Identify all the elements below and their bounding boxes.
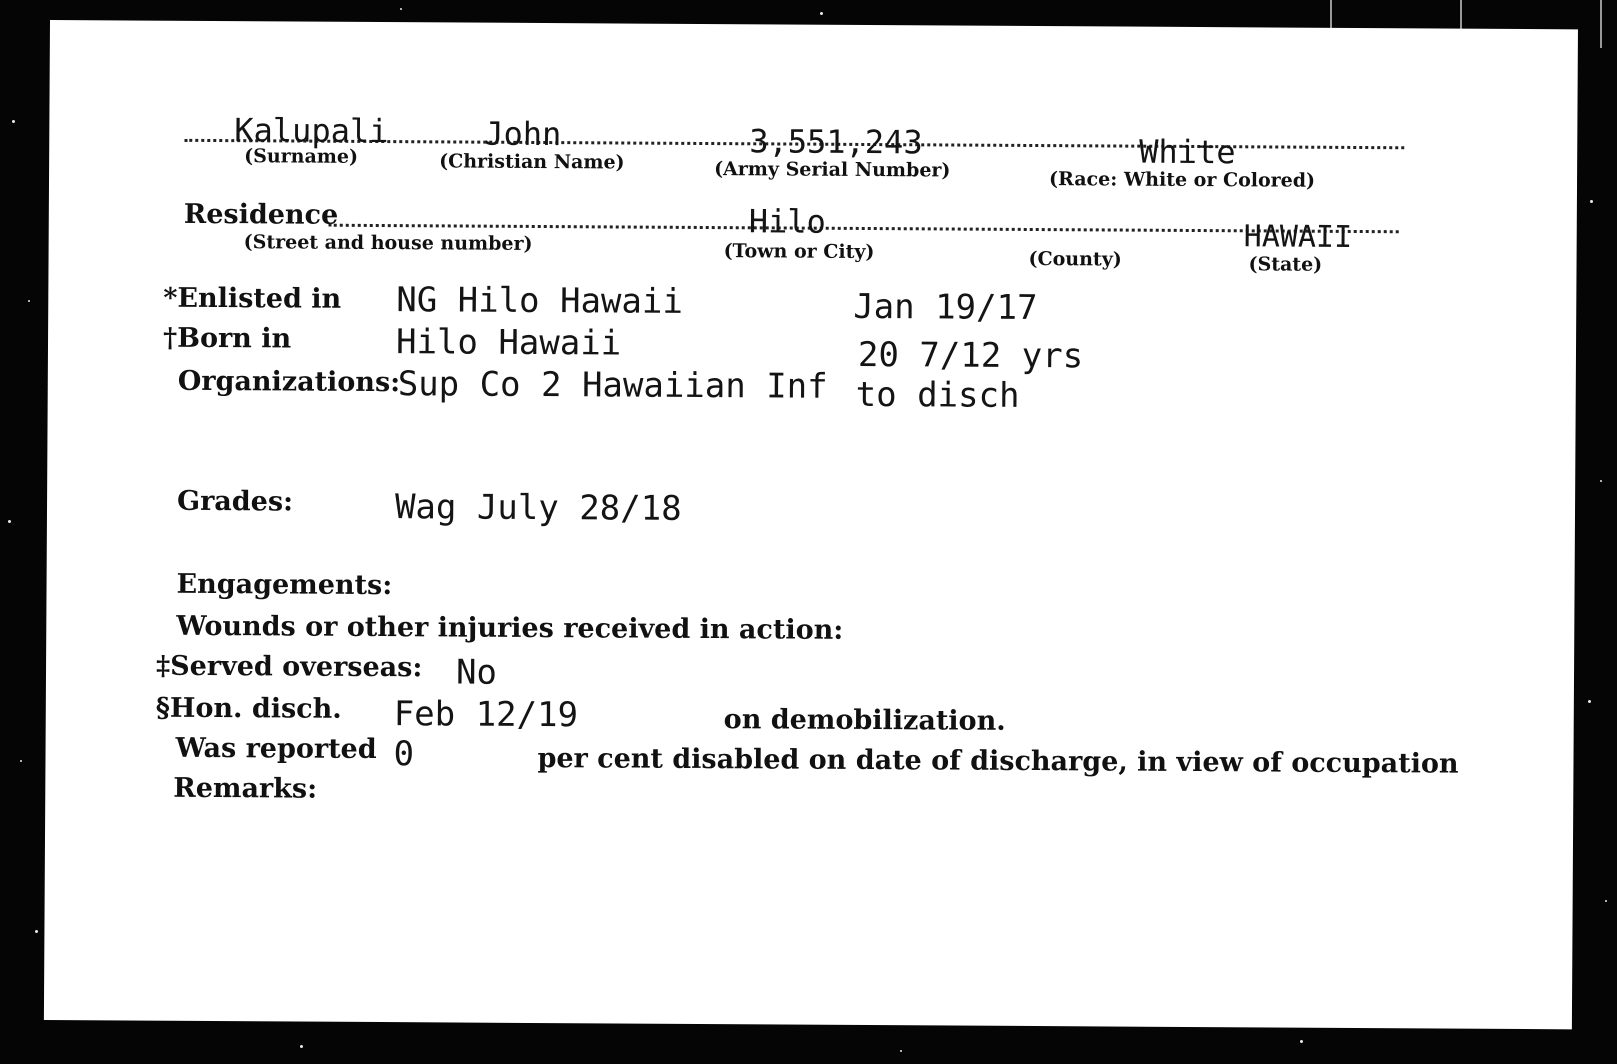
service-record-card — [44, 20, 1578, 1029]
overseas-label: ‡Served overseas: — [155, 650, 423, 684]
surname-value: Kalupali — [234, 111, 389, 151]
disability-text: per cent disabled on date of discharge, in view of occupation — [537, 742, 1459, 780]
residence-state-value: HAWAII — [1243, 219, 1353, 255]
street-caption: (Street and house number) — [243, 231, 533, 255]
film-speck — [900, 1050, 902, 1052]
discharge-date-value: Feb 12/19 — [393, 694, 579, 736]
film-speck — [1588, 700, 1591, 703]
organizations-note: to disch — [855, 374, 1020, 416]
film-speck — [12, 120, 15, 123]
film-edge-line — [1600, 0, 1602, 48]
film-speck — [1300, 1040, 1303, 1043]
race-caption: (Race: White or Colored) — [1048, 168, 1316, 192]
film-speck — [1590, 200, 1593, 203]
film-speck — [35, 930, 38, 933]
wounds-label: Wounds or other injuries received in action: — [176, 610, 844, 646]
born-label: †Born in — [162, 322, 292, 355]
disability-label: Was reported — [175, 732, 377, 766]
born-age-value: 20 7/12 yrs — [857, 334, 1084, 377]
film-speck — [20, 760, 22, 762]
enlisted-place-value: NG Hilo Hawaii — [396, 280, 683, 322]
organizations-label: Organizations: — [177, 365, 401, 399]
enlisted-label: *Enlisted in — [163, 282, 342, 315]
film-speck — [400, 8, 402, 10]
residence-town-value: Hilo — [748, 202, 826, 241]
surname-caption: (Surname) — [244, 145, 359, 168]
grades-value: Wag July 28/18 — [394, 487, 682, 529]
film-speck — [8, 520, 11, 523]
army-serial-number-caption: (Army Serial Number) — [714, 158, 951, 182]
discharge-reason: on demobilization. — [723, 704, 1006, 737]
residence-label: Residence — [183, 198, 339, 231]
film-speck — [28, 300, 30, 302]
film-speck — [820, 12, 823, 15]
disability-value: 0 — [393, 734, 415, 775]
remarks-label: Remarks: — [173, 772, 318, 805]
state-caption: (State) — [1248, 253, 1323, 276]
organizations-value: Sup Co 2 Hawaiian Inf — [397, 364, 828, 407]
grades-label: Grades: — [176, 485, 294, 518]
enlisted-date-value: Jan 19/17 — [853, 286, 1038, 329]
born-place-value: Hilo Hawaii — [395, 322, 622, 364]
film-speck — [1600, 480, 1602, 482]
film-speck — [300, 1045, 303, 1048]
town-caption: (Town or City) — [723, 240, 875, 264]
army-serial-number-value: 3,551,243 — [749, 122, 923, 162]
county-caption: (County) — [1028, 247, 1122, 271]
discharge-label: §Hon. disch. — [155, 692, 342, 725]
overseas-value: No — [455, 652, 498, 693]
engagements-label: Engagements: — [176, 568, 393, 602]
film-speck — [1605, 900, 1607, 902]
christian-name-caption: (Christian Name) — [439, 150, 625, 174]
christian-name-value: John — [484, 114, 562, 154]
race-value: White — [1139, 132, 1236, 172]
